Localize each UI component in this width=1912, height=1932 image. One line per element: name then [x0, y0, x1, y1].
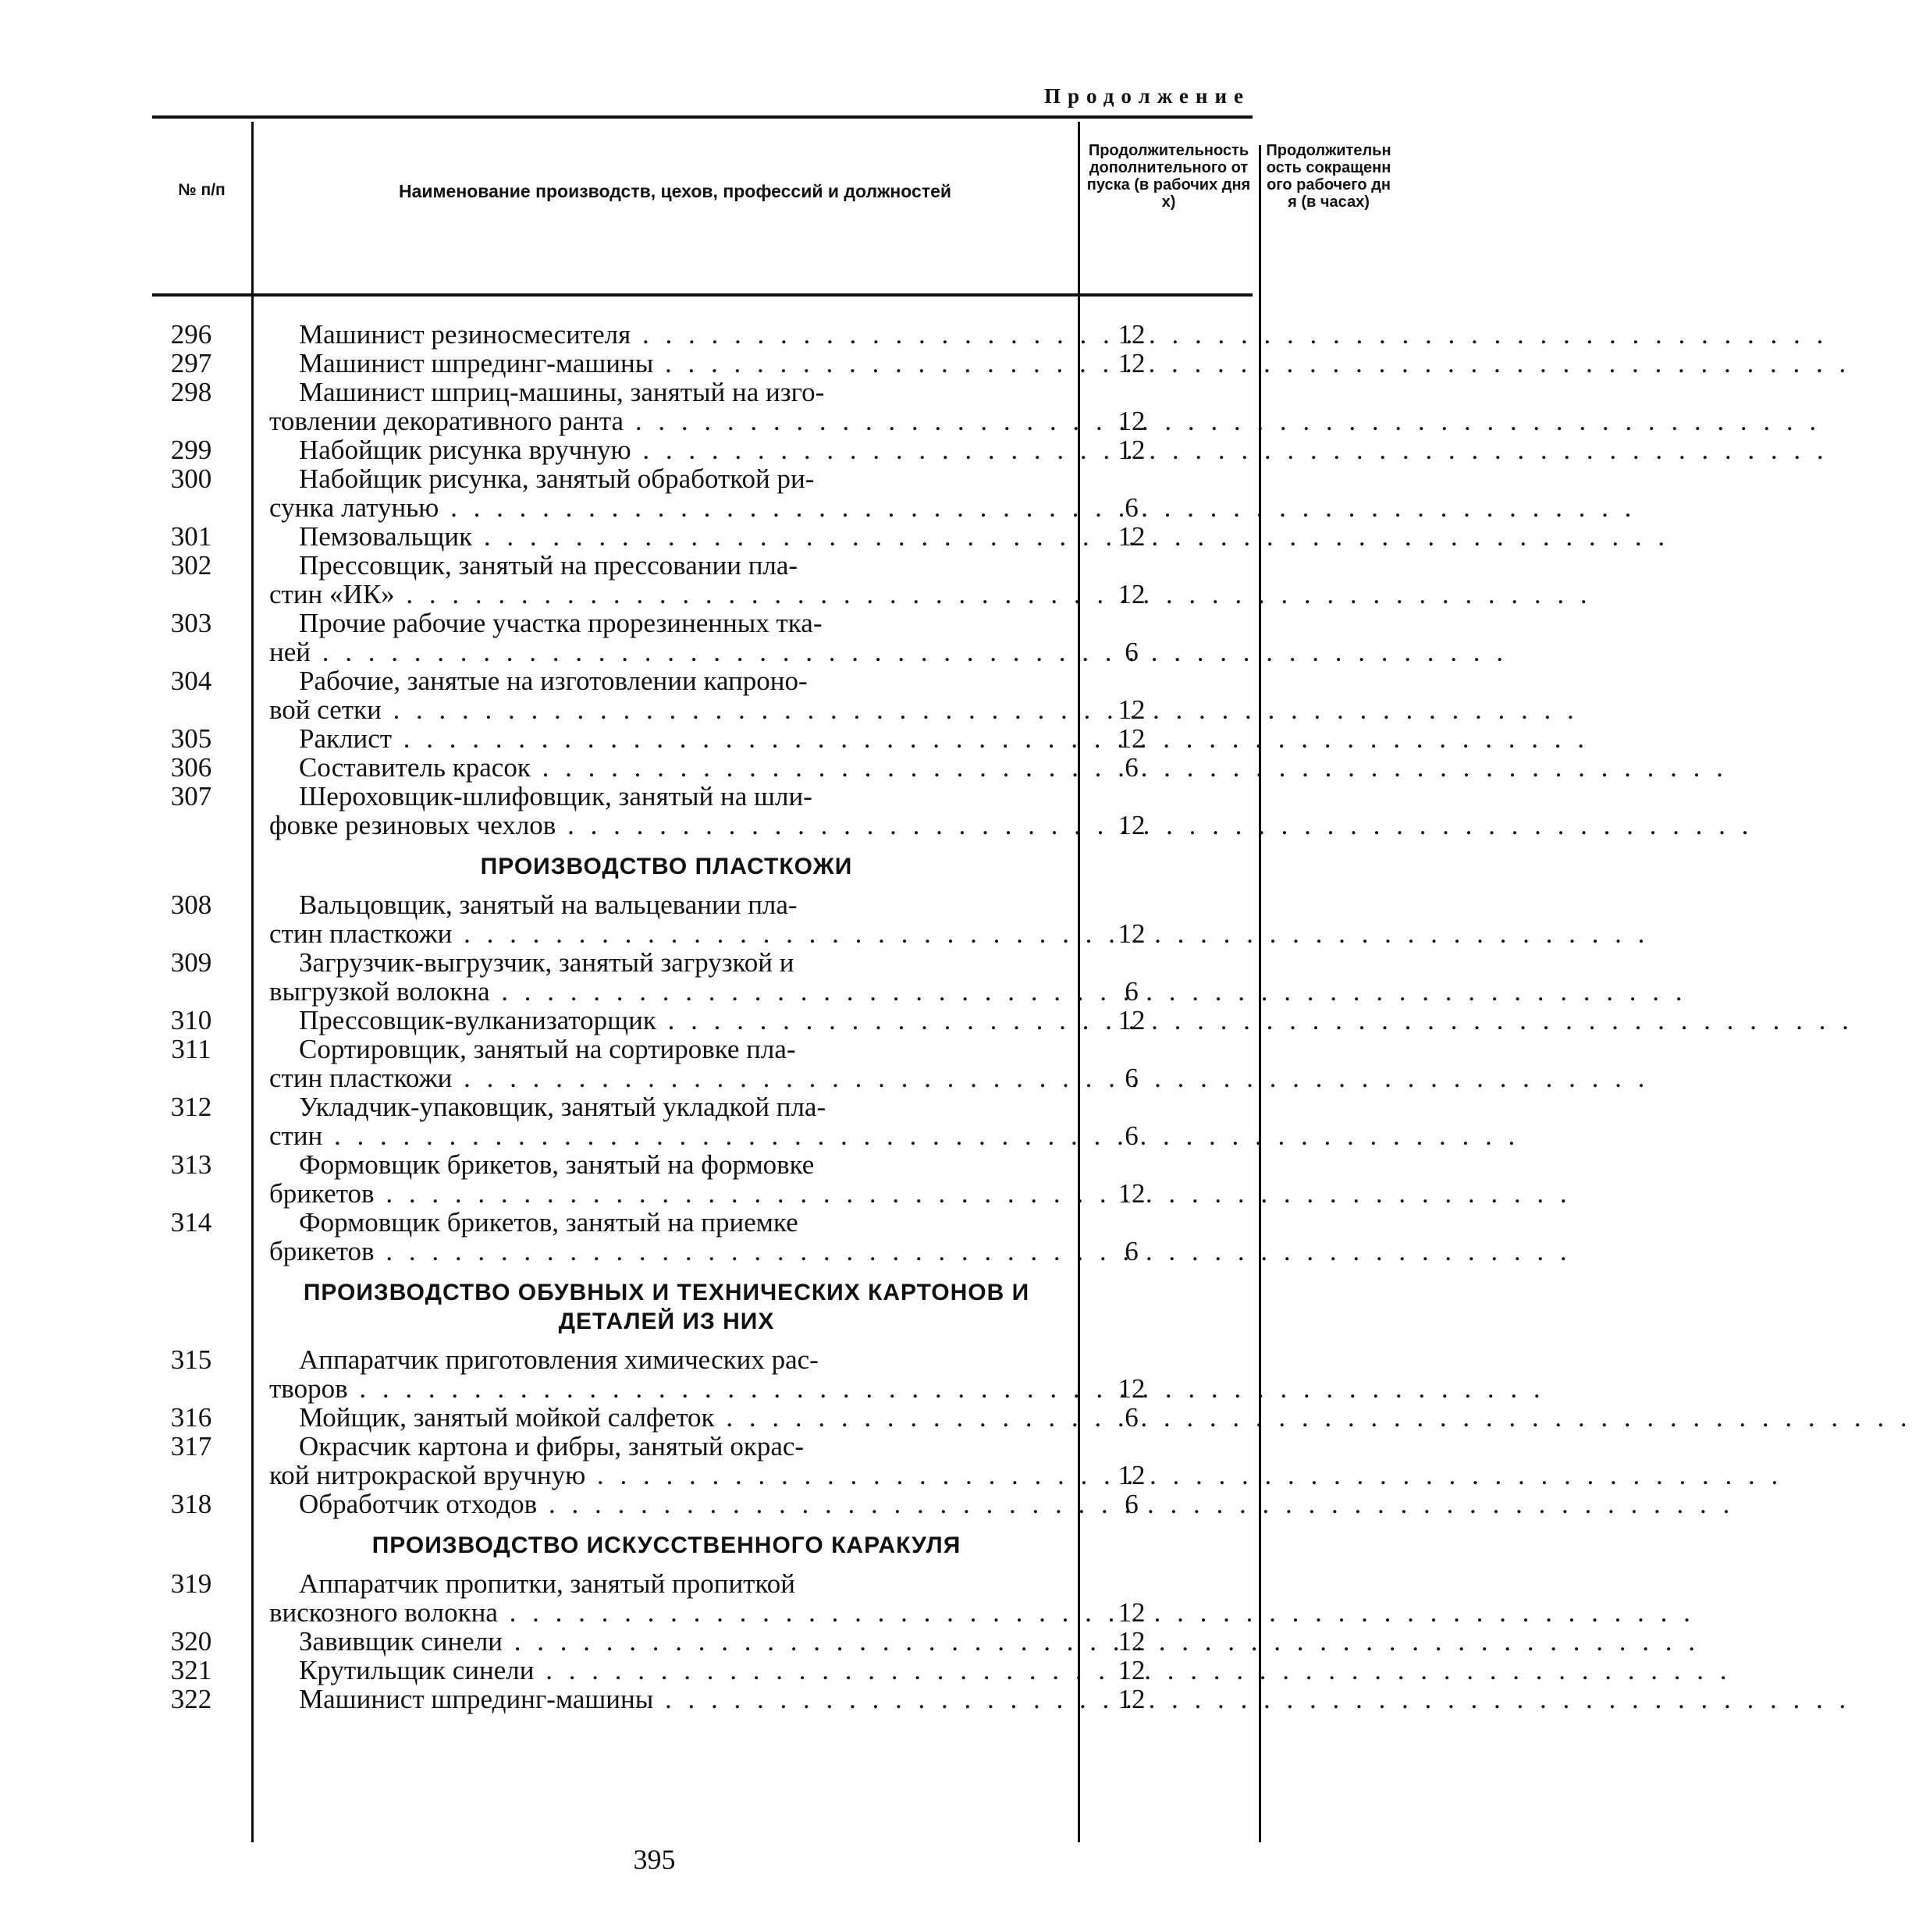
table-row: [152, 1656, 1253, 1685]
row-title: [269, 782, 1064, 840]
row-title: [269, 522, 1064, 551]
row-number: 313: [170, 1149, 212, 1180]
row-title-line: Прессовщик-вулканизаторщик . . .: [269, 1006, 1064, 1035]
table-row: [152, 890, 1253, 948]
row-title-line: Машинист резиносмесителя . . .: [269, 320, 1064, 349]
row-title: [269, 1569, 1064, 1627]
row-number: 310: [170, 1005, 212, 1035]
row-title-line: Мойщик, занятый мойкой салфеток . . .: [269, 1403, 1064, 1432]
row-title-line: Загрузчик-выгрузчик, занятый загрузкой и: [299, 947, 794, 978]
table-row: [152, 349, 1253, 378]
table-row: [152, 435, 1253, 464]
table-row: [152, 1345, 1253, 1403]
row-title-line: Раклист . . .: [269, 724, 1064, 753]
table-row: [152, 1092, 1253, 1150]
row-leave-days: 12: [1118, 1655, 1146, 1685]
row-number: 305: [170, 723, 212, 754]
section-heading: ПРОИЗВОДСТВО ОБУВНЫХ И ТЕХНИЧЕСКИХ КАРТОНОВ И ДЕТАЛЕЙ ИЗ НИХ: [303, 1280, 1030, 1334]
row-leave-days: 12: [1118, 319, 1146, 350]
row-title: [269, 1490, 1064, 1518]
table-row: [152, 724, 1253, 753]
row-title: [269, 890, 1064, 948]
row-title-line: стин . . .: [269, 1121, 1064, 1150]
table-row: [152, 1569, 1253, 1627]
header-shortened: Продолжительность сокращенного рабочего дня (в часах): [1266, 142, 1391, 211]
row-title-line: творов . . .: [269, 1374, 1064, 1403]
row-number: 321: [170, 1655, 212, 1685]
table-row: [152, 378, 1253, 435]
row-title: [269, 1150, 1064, 1208]
row-number: 304: [170, 666, 212, 696]
row-number: 322: [170, 1684, 212, 1714]
row-number: 297: [170, 348, 212, 378]
row-leave-days: 12: [1118, 348, 1146, 378]
header-num: № п/п: [178, 181, 226, 199]
continuation-label: Продолжение: [1044, 84, 1250, 108]
row-number: 315: [170, 1344, 212, 1375]
page-number: 395: [633, 1844, 676, 1875]
row-title-line: кой нитрокраской вручную . . .: [269, 1461, 1064, 1490]
row-title-line: стин «ИК» . . .: [269, 580, 1064, 609]
row-leave-days: 12: [1118, 1460, 1146, 1490]
table-row: [152, 1685, 1253, 1714]
row-title-line: брикетов . . .: [269, 1179, 1064, 1208]
table-row: [152, 609, 1253, 666]
row-title: [269, 1403, 1064, 1432]
row-title: [269, 1345, 1064, 1403]
header-leave: Продолжительность дополнительного отпуска (в рабочих днях): [1086, 142, 1251, 211]
table-row: [152, 948, 1253, 1006]
row-title-line: Завивщик синели . . .: [269, 1627, 1064, 1656]
row-title: [269, 464, 1064, 522]
table-row: [152, 1490, 1253, 1518]
row-number: 303: [170, 608, 212, 638]
row-leave-days: 6: [1125, 752, 1139, 783]
row-title: [269, 1006, 1064, 1035]
row-leave-days: 6: [1125, 637, 1139, 667]
row-title-line: вискозного волокна . . .: [269, 1598, 1064, 1627]
row-title-line: Шероховщик-шлифовщик, занятый на шли-: [299, 781, 812, 812]
row-number: 300: [170, 463, 212, 494]
row-leave-days: 6: [1125, 1402, 1139, 1433]
section-heading: ПРОИЗВОДСТВО ПЛАСТКОЖИ: [480, 854, 853, 879]
row-title-line: Составитель красок . . .: [269, 753, 1064, 782]
row-leave-days: 12: [1118, 1626, 1146, 1657]
row-title: [269, 753, 1064, 782]
row-leave-days: 6: [1125, 1063, 1139, 1093]
row-leave-days: 12: [1118, 1178, 1146, 1209]
row-title-line: Машинист шприц-машины, занятый на изго-: [299, 377, 825, 407]
row-leave-days: 6: [1125, 1236, 1139, 1266]
row-title-line: сунка латунью . . .: [269, 493, 1064, 522]
row-title: [269, 1208, 1064, 1266]
row-leave-days: 12: [1118, 1597, 1146, 1628]
row-title: [269, 1432, 1064, 1490]
row-title-line: Крутильщик синели . . .: [269, 1656, 1064, 1685]
row-title-line: выгрузкой волокна . . .: [269, 977, 1064, 1006]
row-leave-days: 6: [1125, 976, 1139, 1007]
row-title-line: товлении декоративного ранта . . .: [269, 407, 1064, 435]
row-leave-days: 12: [1118, 1373, 1146, 1404]
row-number: 307: [170, 781, 212, 812]
row-title: [269, 1627, 1064, 1656]
row-leave-days: 6: [1125, 1120, 1139, 1151]
table-row: [152, 753, 1253, 782]
row-title-line: Аппаратчик приготовления химических рас-: [299, 1344, 819, 1375]
row-title-line: Набойщик рисунка, занятый обработкой ри-: [299, 463, 815, 494]
row-title: [269, 1656, 1064, 1685]
row-title-line: Прессовщик, занятый на прессовании пла-: [299, 550, 798, 581]
row-title-line: Формовщик брикетов, занятый на приемке: [299, 1207, 798, 1238]
table-row: [152, 666, 1253, 724]
row-title-line: брикетов . . .: [269, 1237, 1064, 1266]
row-leave-days: 12: [1118, 810, 1146, 840]
section-heading: ПРОИЗВОДСТВО ИСКУССТВЕННОГО КАРАКУЛЯ: [371, 1532, 961, 1558]
row-title-line: Машинист шпрединг-машины . . .: [269, 349, 1064, 378]
row-leave-days: 12: [1118, 694, 1146, 725]
table-row: [152, 1150, 1253, 1208]
table-top-rule: [152, 115, 1253, 119]
row-title-line: Обработчик отходов . . .: [269, 1490, 1064, 1518]
row-title: [269, 378, 1064, 435]
row-title-line: Сортировщик, занятый на сортировке пла-: [299, 1034, 796, 1064]
row-leave-days: 12: [1118, 435, 1146, 465]
table-row: [152, 1006, 1253, 1035]
row-leave-days: 12: [1118, 1005, 1146, 1035]
table-row: [152, 320, 1253, 349]
header-name: Наименование производств, цехов, профессий и должностей: [398, 181, 952, 201]
table-body: [152, 320, 1253, 1714]
row-title: [269, 666, 1064, 724]
row-leave-days: 6: [1125, 1489, 1139, 1519]
row-number: 308: [170, 890, 212, 920]
row-title: [269, 349, 1064, 378]
row-title-line: Рабочие, занятые на изготовлении капроно-: [299, 666, 808, 696]
row-number: 311: [171, 1034, 211, 1064]
row-title-line: Окрасчик картона и фибры, занятый окрас-: [299, 1431, 805, 1461]
row-title: [269, 948, 1064, 1006]
row-number: 302: [170, 550, 212, 581]
row-number: 296: [170, 319, 212, 350]
row-number: 317: [170, 1431, 212, 1461]
table-row: [152, 1403, 1253, 1432]
row-title: [269, 320, 1064, 349]
row-title-line: Набойщик рисунка вручную . . .: [269, 435, 1064, 464]
row-title: [269, 1092, 1064, 1150]
row-title-line: Пемзовальщик . . .: [269, 522, 1064, 551]
row-leave-days: 12: [1118, 579, 1146, 609]
row-number: 316: [170, 1402, 212, 1433]
row-title-line: фовке резиновых чехлов . . .: [269, 811, 1064, 840]
row-leave-days: 12: [1118, 918, 1146, 949]
row-leave-days: 12: [1118, 521, 1146, 552]
row-title-line: Вальцовщик, занятый на вальцевании пла-: [299, 890, 798, 920]
table-row: [152, 551, 1253, 609]
table-row: [152, 1208, 1253, 1266]
row-title: [269, 1035, 1064, 1092]
row-number: 309: [170, 947, 212, 978]
row-title-line: Укладчик-упаковщик, занятый укладкой пла-: [299, 1092, 826, 1122]
row-number: 312: [170, 1092, 212, 1122]
row-number: 298: [170, 377, 212, 407]
row-title-line: стин пласткожи . . .: [269, 1064, 1064, 1092]
row-title: [269, 609, 1064, 666]
row-title: [269, 551, 1064, 609]
row-title-line: вой сетки . . .: [269, 695, 1064, 724]
row-title-line: Аппаратчик пропитки, занятый пропиткой: [299, 1568, 795, 1599]
table-row: [152, 1432, 1253, 1490]
table-row: [152, 1035, 1253, 1092]
row-number: 299: [170, 435, 212, 465]
table-row: [152, 1627, 1253, 1656]
table-header-rule: [152, 293, 1253, 297]
table-row: [152, 782, 1253, 840]
row-title-line: ней . . .: [269, 637, 1064, 666]
row-leave-days: 12: [1118, 723, 1146, 754]
table-row: [152, 464, 1253, 522]
row-leave-days: 12: [1118, 1684, 1146, 1714]
row-title-line: Формовщик брикетов, занятый на формовке: [299, 1149, 815, 1180]
row-title: [269, 1685, 1064, 1714]
row-title: [269, 724, 1064, 753]
row-number: 301: [170, 521, 212, 552]
row-title-line: стин пласткожи . . .: [269, 919, 1064, 948]
table-row: [152, 522, 1253, 551]
row-number: 318: [170, 1489, 212, 1519]
row-number: 306: [170, 752, 212, 783]
row-title-line: Машинист шпрединг-машины . . .: [269, 1685, 1064, 1714]
row-leave-days: 12: [1118, 406, 1146, 436]
row-title: [269, 435, 1064, 464]
row-number: 319: [170, 1568, 212, 1599]
row-leave-days: 6: [1125, 492, 1139, 523]
row-title-line: Прочие рабочие участка прорезиненных тка-: [299, 608, 823, 638]
row-number: 320: [170, 1626, 212, 1657]
row-number: 314: [170, 1207, 212, 1238]
